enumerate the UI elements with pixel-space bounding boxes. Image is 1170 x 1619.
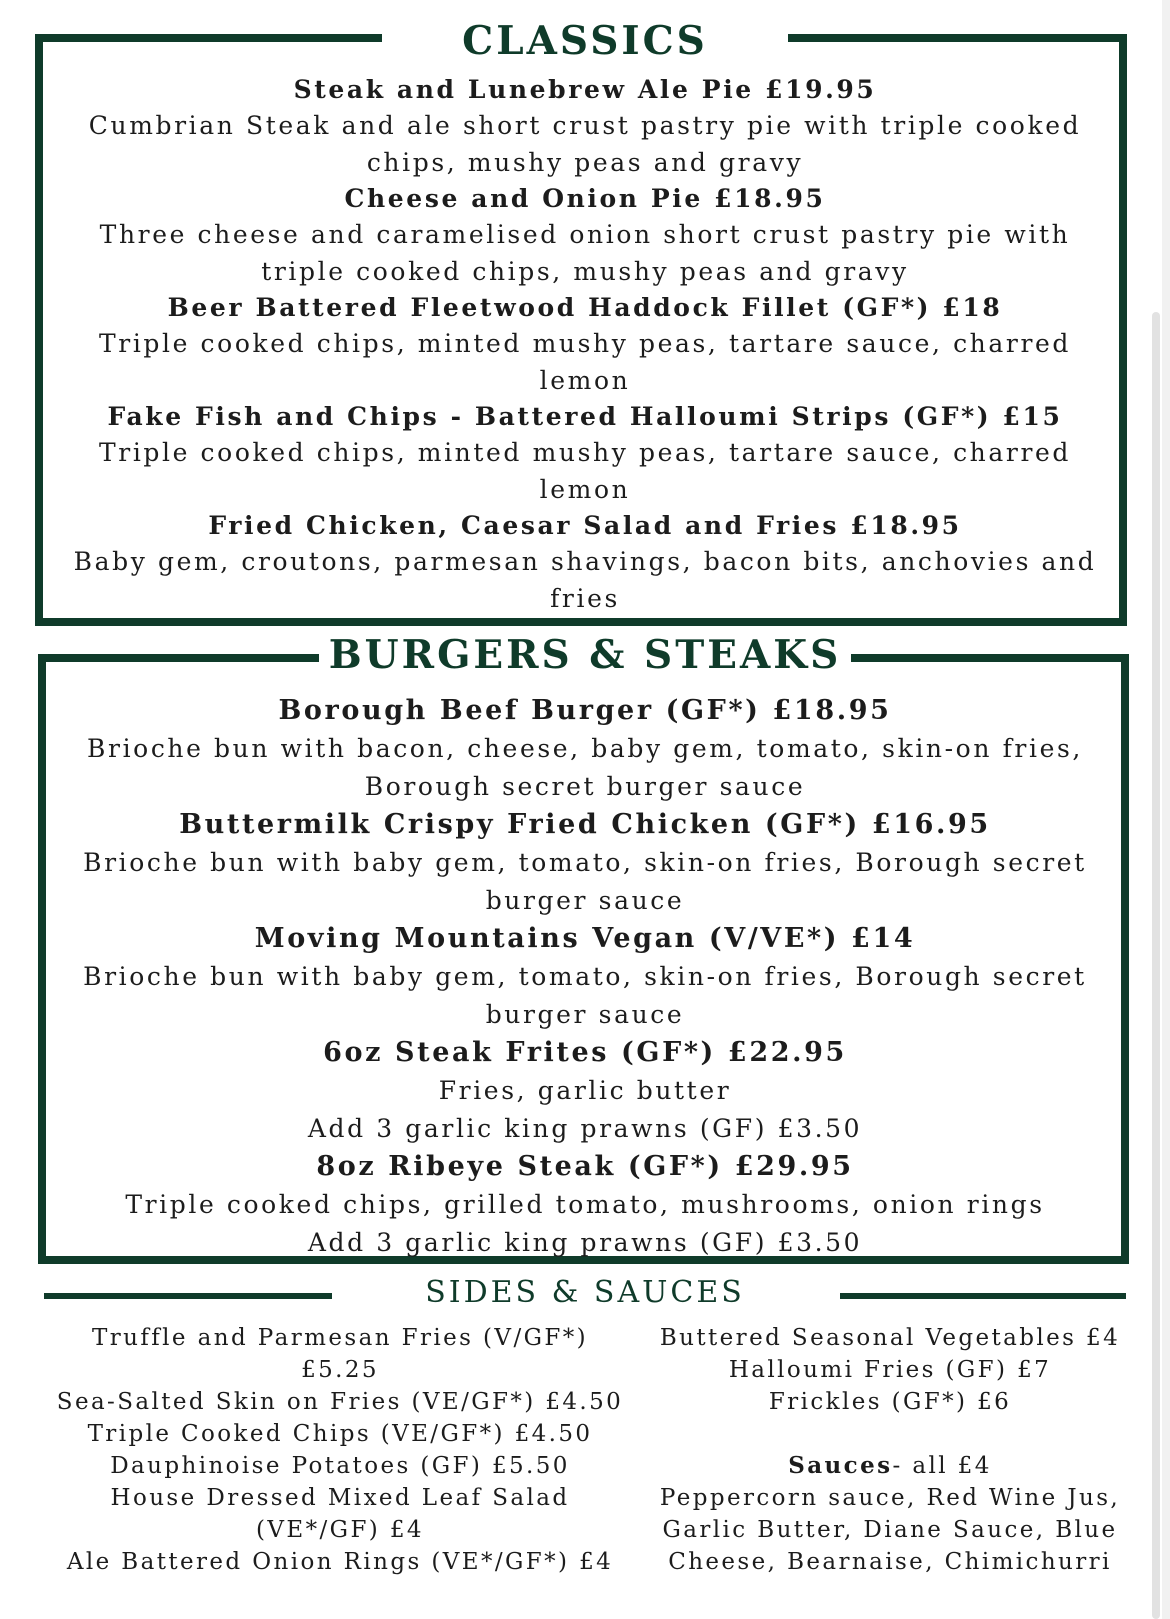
item-description: Triple cooked chips, grilled tomato, mushrooms, onion rings (125, 1190, 1045, 1219)
menu-item (40, 290, 1130, 399)
item-description: Triple cooked chips, minted mushy peas, tartare sauce, charred lemon (99, 329, 1071, 395)
sides-title: SIDES & SAUCES (425, 1275, 745, 1310)
item-description: Brioche bun with bacon, cheese, baby gem, tomato, skin-on fries, Borough secret burger sauce (87, 734, 1083, 801)
item-name: 8oz Ribeye Steak (GF*) £29.95 (316, 1151, 854, 1182)
menu-item (40, 508, 1130, 617)
item-addon: Add 3 garlic king prawns (GF) £3.50 (307, 1228, 863, 1257)
sides-right-column (640, 1322, 1140, 1578)
item-name: Moving Mountains Vegan (V/VE*) £14 (254, 923, 916, 954)
sides-left-column (40, 1322, 640, 1578)
sauces-list: Peppercorn sauce, Red Wine Jus, Garlic Butter, Diane Sauce, Blue Cheese, Bearnaise, Chimichurri (659, 1485, 1121, 1575)
item-name: Beer Battered Fleetwood Haddock Fillet (GF*) £18 (167, 293, 1003, 322)
side-item: Buttered Seasonal Vegetables £4 (659, 1325, 1121, 1351)
scrollbar-thumb[interactable] (1152, 312, 1160, 1619)
sauces-heading (640, 1450, 1140, 1482)
classics-title: CLASSICS (0, 22, 1170, 61)
menu-item (40, 1148, 1130, 1262)
menu-item (40, 692, 1130, 806)
item-name: Cheese and Onion Pie £18.95 (344, 184, 826, 213)
menu-item (40, 181, 1130, 290)
side-item: Frickles (GF*) £6 (768, 1389, 1012, 1415)
menu-item (40, 72, 1130, 181)
item-description: Three cheese and caramelised onion short crust pastry pie with triple cooked chips, mushy peas and gravy (99, 220, 1071, 286)
item-name: Fried Chicken, Caesar Salad and Fries £18.95 (208, 511, 962, 540)
side-item: Truffle and Parmesan Fries (V/GF*) £5.25 (92, 1325, 588, 1383)
page-edge (1162, 0, 1170, 1619)
spacer (640, 1418, 1140, 1450)
side-item: Halloumi Fries (GF) £7 (728, 1357, 1052, 1383)
item-description: Cumbrian Steak and ale short crust pastry pie with triple cooked chips, mushy peas and gravy (88, 111, 1082, 177)
item-description: Triple cooked chips, minted mushy peas, tartare sauce, charred lemon (99, 438, 1071, 504)
side-item: Triple Cooked Chips (VE/GF*) £4.50 (87, 1421, 593, 1447)
burgers-title: BURGERS & STEAKS (0, 636, 1170, 675)
menu-item (40, 920, 1130, 1034)
sauces-price: - all £4 (892, 1453, 992, 1479)
item-addon: Add 3 garlic king prawns (GF) £3.50 (307, 1114, 863, 1143)
menu-item (40, 1034, 1130, 1148)
item-description: Brioche bun with baby gem, tomato, skin-on fries, Borough secret burger sauce (83, 848, 1087, 915)
item-name: Fake Fish and Chips - Battered Halloumi Strips (GF*) £15 (107, 402, 1063, 431)
item-description: Brioche bun with baby gem, tomato, skin-on fries, Borough secret burger sauce (83, 962, 1087, 1029)
classics-list (40, 72, 1130, 617)
item-name: Steak and Lunebrew Ale Pie £19.95 (293, 75, 877, 104)
item-description: Baby gem, croutons, parmesan shavings, bacon bits, anchovies and fries (73, 547, 1097, 613)
sauces-label: Sauces (788, 1452, 893, 1479)
burgers-list (40, 692, 1130, 1262)
side-item: House Dressed Mixed Leaf Salad (VE*/GF) £4 (110, 1485, 570, 1543)
menu-item (40, 399, 1130, 508)
side-item: Sea-Salted Skin on Fries (VE/GF*) £4.50 (56, 1389, 624, 1415)
item-name: 6oz Steak Frites (GF*) £22.95 (323, 1037, 847, 1068)
item-description: Fries, garlic butter (438, 1076, 732, 1105)
item-name: Borough Beef Burger (GF*) £18.95 (278, 695, 892, 726)
menu-item (40, 806, 1130, 920)
side-item: Ale Battered Onion Rings (VE*/GF*) £4 (66, 1549, 614, 1575)
side-item: Dauphinoise Potatoes (GF) £5.50 (110, 1453, 570, 1479)
item-name: Buttermilk Crispy Fried Chicken (GF*) £16.95 (179, 809, 991, 840)
